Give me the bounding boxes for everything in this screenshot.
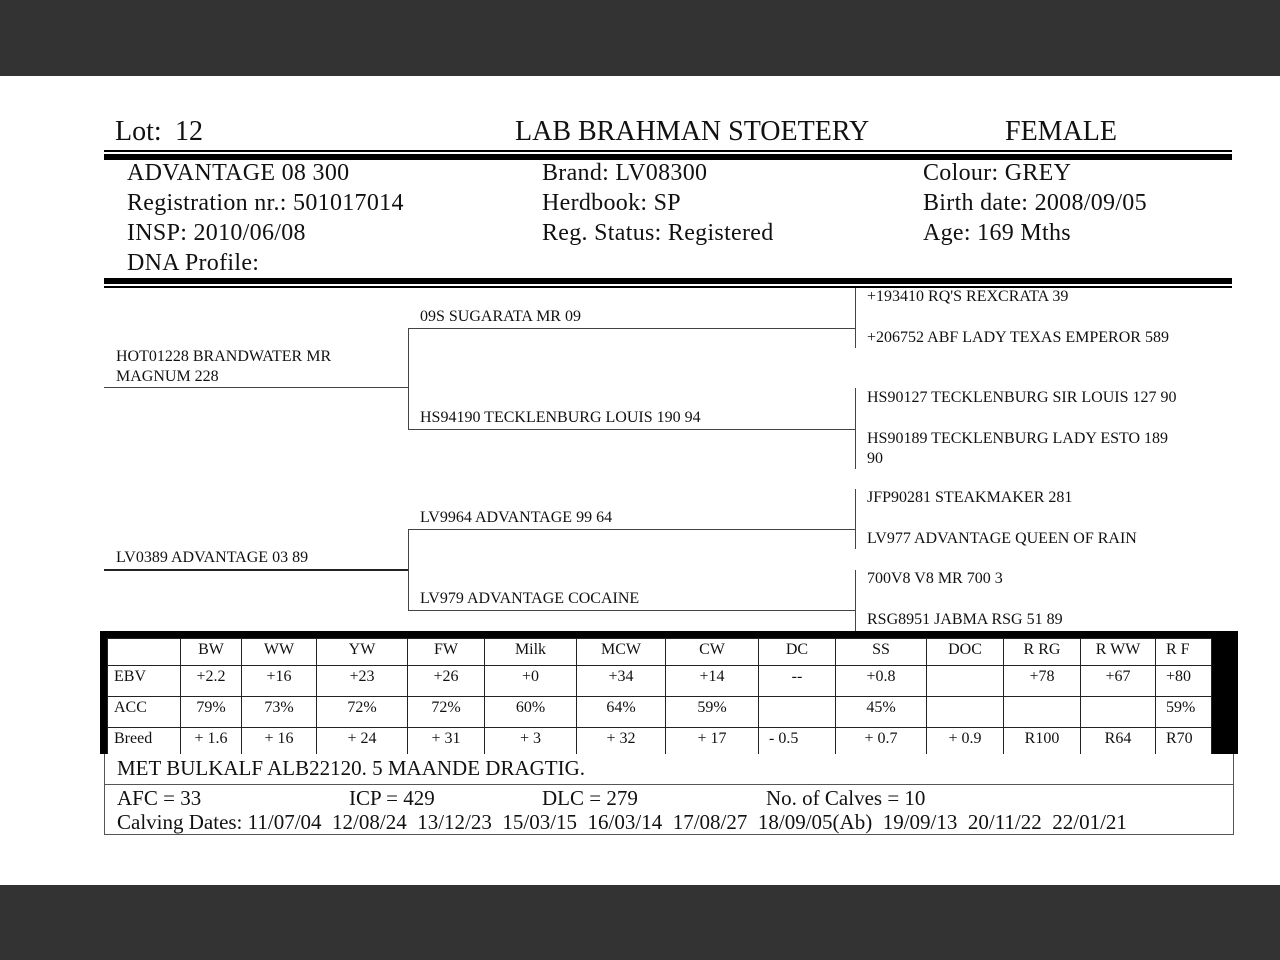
ebv-header-cell: BW	[181, 639, 242, 666]
ebv-cell: +78	[1004, 666, 1081, 697]
acc-cell: 64%	[577, 697, 666, 728]
pedigree-sire-sire: 09S SUGARATA MR 09	[420, 308, 581, 325]
pedigree-sire-line2: MAGNUM 228	[116, 368, 219, 385]
breed-row	[108, 728, 1212, 755]
acc-cell: 60%	[485, 697, 577, 728]
breed-cell: + 16	[242, 728, 317, 755]
breed-cell: + 17	[666, 728, 759, 755]
pedigree-dam-dam: LV979 ADVANTAGE COCAINE	[420, 590, 640, 607]
icp-value: ICP = 429	[349, 786, 435, 810]
ebv-header-cell: DC	[759, 639, 836, 666]
ebv-cell: +2.2	[181, 666, 242, 697]
breed-cell: + 0.7	[836, 728, 927, 755]
comment-text: MET BULKALF ALB22120. 5 MAANDE DRAGTIG.	[117, 756, 586, 780]
acc-cell	[1004, 697, 1081, 728]
breed-row-label: Breed	[108, 728, 181, 755]
ebv-header-row	[108, 639, 1212, 666]
acc-cell: 72%	[317, 697, 408, 728]
breed-cell: R64	[1081, 728, 1156, 755]
ebv-cell: +80	[1156, 666, 1212, 697]
pedigree-sire-dam-dam-line2: 90	[867, 450, 883, 467]
pedigree-sire-line1: HOT01228 BRANDWATER MR	[116, 348, 332, 365]
herdbook: Herdbook: SP	[542, 190, 681, 216]
afc-value: AFC = 33	[117, 786, 202, 810]
calves-count: No. of Calves = 10	[766, 786, 926, 810]
brand: Brand: LV08300	[542, 160, 708, 186]
registration-number: Registration nr.: 501017014	[127, 190, 404, 216]
ebv-cell: +0	[485, 666, 577, 697]
stud-name: LAB BRAHMAN STOETERY	[515, 116, 870, 147]
ebv-cell: +26	[408, 666, 485, 697]
sex-label: FEMALE	[1005, 116, 1117, 147]
ebv-cell: +0.8	[836, 666, 927, 697]
pedigree-line	[408, 529, 856, 530]
acc-row-label: ACC	[108, 697, 181, 728]
ebv-header-cell: YW	[317, 639, 408, 666]
pedigree-connector	[408, 328, 409, 429]
ebv-header-cell: Milk	[485, 639, 577, 666]
ebv-header-cell: DOC	[927, 639, 1004, 666]
pedigree-sire-dam-sire: HS90127 TECKLENBURG SIR LOUIS 127 90	[867, 389, 1177, 406]
lot-card-page	[0, 76, 1280, 885]
acc-cell: 72%	[408, 697, 485, 728]
ebv-header-cell: CW	[666, 639, 759, 666]
dna-profile: DNA Profile:	[127, 250, 260, 276]
pedigree-connector	[855, 489, 856, 549]
pedigree-line	[104, 569, 409, 571]
ebv-cell: +14	[666, 666, 759, 697]
ebv-header-cell: SS	[836, 639, 927, 666]
acc-cell	[927, 697, 1004, 728]
breed-cell: + 1.6	[181, 728, 242, 755]
ebv-header-cell: WW	[242, 639, 317, 666]
reg-status: Reg. Status: Registered	[542, 220, 774, 246]
pedigree-connector	[408, 529, 409, 610]
ebv-cell: +34	[577, 666, 666, 697]
pedigree-sire-dam-dam-line1: HS90189 TECKLENBURG LADY ESTO 189	[867, 430, 1169, 447]
pedigree-connector	[855, 388, 856, 469]
colour: Colour: GREY	[923, 160, 1072, 186]
breed-cell: - 0.5	[759, 728, 836, 755]
pedigree-connector	[855, 570, 856, 631]
pedigree-connector	[855, 288, 856, 348]
ebv-header-cell: FW	[408, 639, 485, 666]
acc-cell: 73%	[242, 697, 317, 728]
pedigree-dam-sire-sire: JFP90281 STEAKMAKER 281	[867, 489, 1073, 506]
notes-divider	[105, 784, 1233, 785]
ebv-header-cell: R RG	[1004, 639, 1081, 666]
pedigree-dam-dam-sire: 700V8 V8 MR 700 3	[867, 570, 1003, 587]
pedigree-sire-dam: HS94190 TECKLENBURG LOUIS 190 94	[420, 409, 701, 426]
ebv-row-label: EBV	[108, 666, 181, 697]
ebv-cell	[927, 666, 1004, 697]
ebv-cell: +16	[242, 666, 317, 697]
ebv-table-frame	[100, 631, 1238, 754]
animal-name: ADVANTAGE 08 300	[127, 160, 350, 186]
pedigree-sire-sire-sire: +193410 RQ'S REXCRATA 39	[867, 288, 1069, 305]
pedigree-dam-dam-dam: RSG8951 JABMA RSG 51 89	[867, 611, 1063, 628]
breed-cell: + 31	[408, 728, 485, 755]
breed-cell: + 3	[485, 728, 577, 755]
ebv-cell: --	[759, 666, 836, 697]
pedigree-dam: LV0389 ADVANTAGE 03 89	[116, 549, 309, 566]
pedigree-line	[408, 610, 856, 611]
breed-cell: + 24	[317, 728, 408, 755]
dlc-value: DLC = 279	[542, 786, 638, 810]
calving-dates: Calving Dates: 11/07/04 12/08/24 13/12/23 15/03/15 16/03/14 17/08/27 18/09/05(Ab) 19/09/13 20/11/22 22/01/21	[117, 810, 1127, 834]
acc-cell	[759, 697, 836, 728]
ebv-row	[108, 666, 1212, 697]
ebv-cell: +23	[317, 666, 408, 697]
acc-cell: 59%	[666, 697, 759, 728]
acc-cell: 45%	[836, 697, 927, 728]
acc-row	[108, 697, 1212, 728]
pedigree-line	[408, 328, 856, 329]
acc-cell	[1081, 697, 1156, 728]
pedigree-dam-sire: LV9964 ADVANTAGE 99 64	[420, 509, 613, 526]
lot-label: Lot:	[115, 116, 162, 147]
pedigree-dam-sire-dam: LV977 ADVANTAGE QUEEN OF RAIN	[867, 530, 1137, 547]
ebv-header-cell: R F	[1156, 639, 1212, 666]
breed-cell: R70	[1156, 728, 1212, 755]
pedigree-line	[408, 429, 856, 430]
info-rule-thick	[104, 278, 1232, 284]
ebv-header-cell: MCW	[577, 639, 666, 666]
header-rule-thin	[104, 150, 1232, 152]
acc-cell: 79%	[181, 697, 242, 728]
notes-box	[104, 754, 1234, 835]
pedigree-sire-sire-dam: +206752 ABF LADY TEXAS EMPEROR 589	[867, 329, 1169, 346]
breed-cell: + 0.9	[927, 728, 1004, 755]
ebv-cell: +67	[1081, 666, 1156, 697]
ebv-table	[107, 638, 1212, 755]
ebv-header-cell	[108, 639, 181, 666]
breed-cell: R100	[1004, 728, 1081, 755]
ebv-header-cell: R WW	[1081, 639, 1156, 666]
breed-cell: + 32	[577, 728, 666, 755]
age: Age: 169 Mths	[923, 220, 1071, 246]
birth-date: Birth date: 2008/09/05	[923, 190, 1147, 216]
pedigree-line	[104, 387, 409, 388]
acc-cell: 59%	[1156, 697, 1212, 728]
lot-number: 12	[175, 116, 203, 147]
insp-date: INSP: 2010/06/08	[127, 220, 306, 246]
